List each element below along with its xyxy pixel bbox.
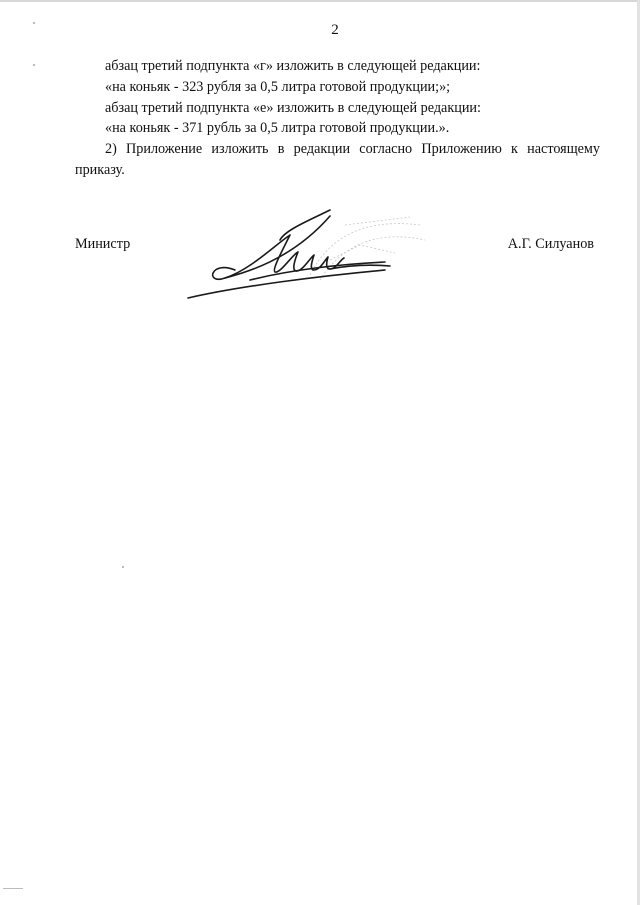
signature-block bbox=[75, 236, 600, 256]
signatory-name: А.Г. Силуанов bbox=[507, 236, 594, 252]
scan-speck bbox=[33, 22, 35, 24]
amendment-line-1: абзац третий подпункта «г» изложить в следующей редакции: bbox=[105, 58, 481, 74]
page-number: 2 bbox=[331, 22, 339, 38]
body-text bbox=[75, 56, 600, 181]
scan-edge-top bbox=[0, 0, 640, 2]
amendment-paragraph-2: 2) Приложение изложить в редакции согласно Приложению к настоящему приказу. bbox=[75, 141, 600, 178]
signatory-title: Министр bbox=[75, 236, 131, 252]
amendment-line-3: абзац третий подпункта «е» изложить в следующей редакции: bbox=[105, 99, 481, 116]
scan-speck bbox=[122, 566, 124, 568]
amendment-line-4: «на коньяк - 371 рубль за 0,5 литра готовой продукции.». bbox=[105, 120, 450, 137]
scan-speck bbox=[33, 64, 35, 66]
amendment-line-2: «на коньяк - 323 рубля за 0,5 литра готовой продукции;»; bbox=[105, 78, 451, 95]
scan-speck bbox=[3, 888, 23, 889]
